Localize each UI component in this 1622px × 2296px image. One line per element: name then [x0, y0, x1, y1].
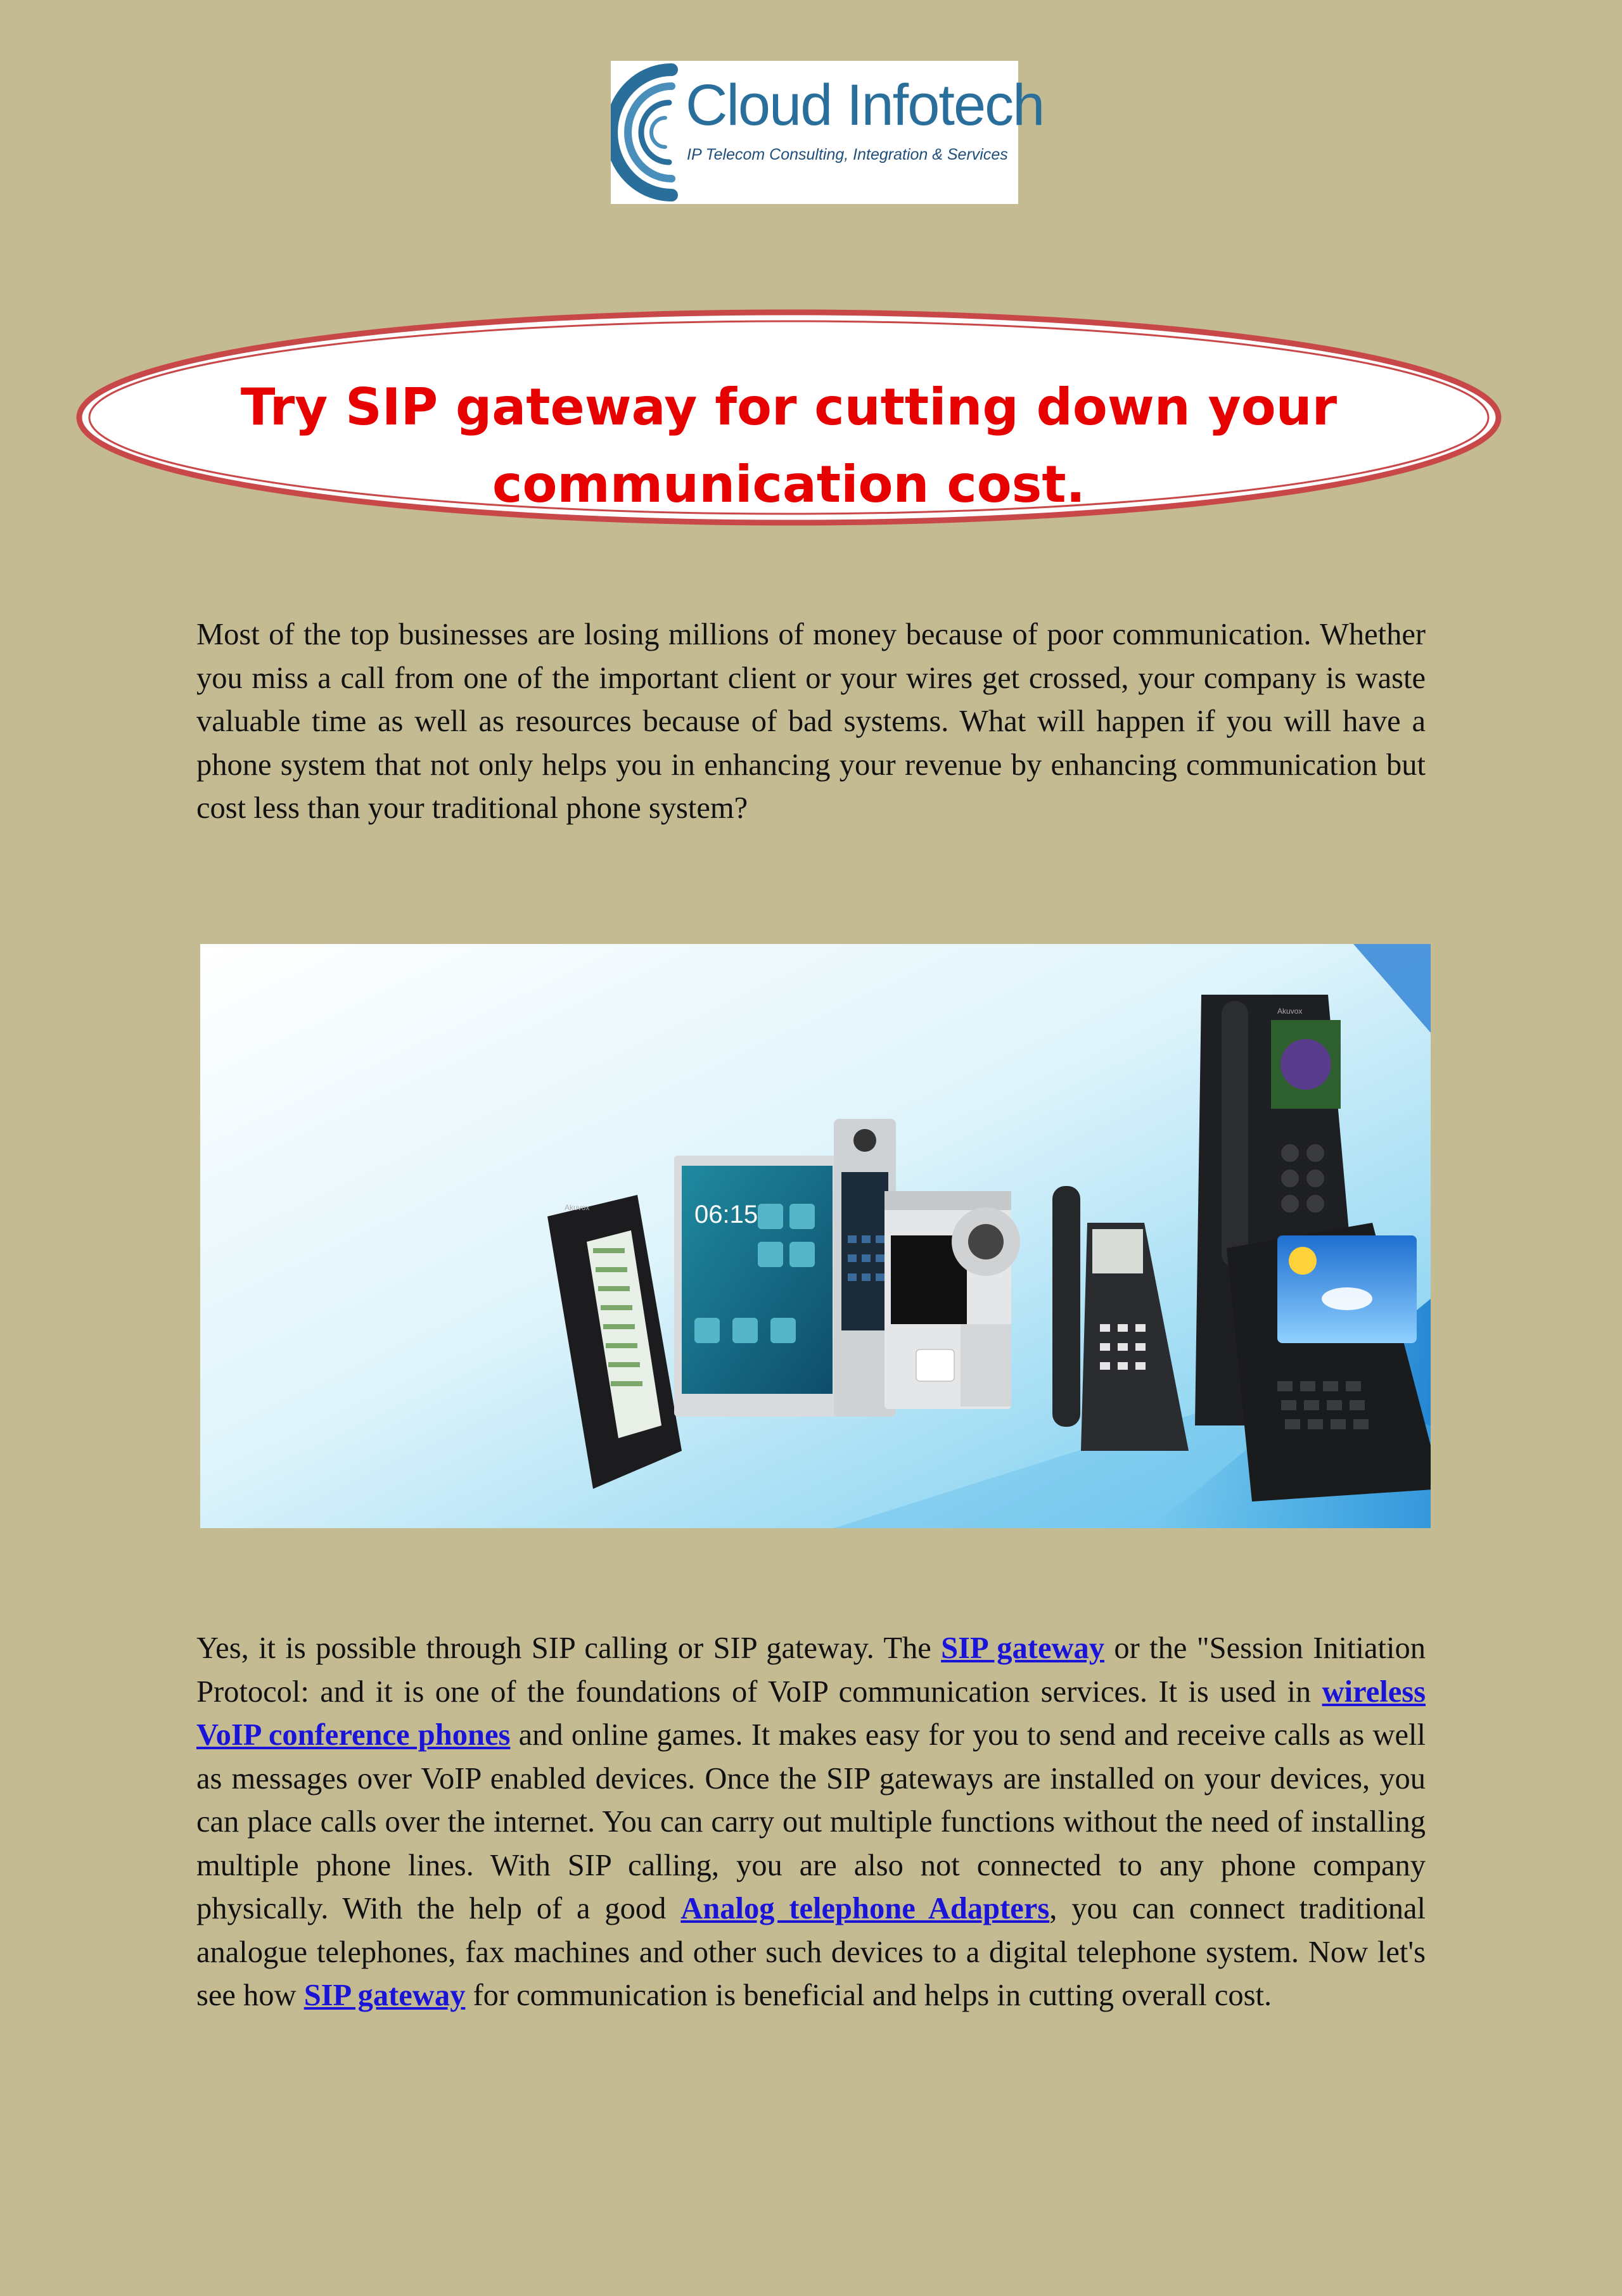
sip-gateway-link-2[interactable]: SIP gateway: [303, 1979, 466, 2012]
video-phone-device: [1227, 1223, 1431, 1502]
page-title-line-1: Try SIP gateway for cutting down your: [240, 378, 1338, 437]
page-title: [76, 369, 1502, 523]
voip-devices-image: [200, 944, 1431, 1528]
analog-telephone-adapters-link[interactable]: Analog telephone Adapters: [680, 1892, 1050, 1925]
svg-text:Akuvox: Akuvox: [1277, 1007, 1303, 1016]
svg-text:06:15: 06:15: [694, 1201, 758, 1228]
svg-text:Akuvox: Akuvox: [565, 1203, 590, 1212]
body-text-segment: or the "Session Initiation Protocol: and it is one of the foundations of VoIP communication services. It is used in: [196, 1631, 1426, 1709]
body-text-segment: for communication is beneficial and helps in cutting overall cost.: [465, 1979, 1272, 2012]
logo-company-name: Cloud Infotech: [686, 73, 1044, 137]
body-paragraph: [196, 1627, 1426, 2018]
indoor-monitor-device: [674, 1156, 840, 1417]
page-title-line-2: communication cost.: [492, 455, 1085, 514]
intercom-panel-device: [884, 1191, 1020, 1409]
wireless-voip-conference-phones-link[interactable]: wireless VoIP conference phones: [196, 1674, 1426, 1752]
voip-devices-illustration: [200, 944, 1431, 1528]
body-text-segment: , you can connect traditional analogue telephones, fax machines and other such devices to a digital telephone system. Now let's see how: [196, 1892, 1426, 2012]
body-text-segment: and online games. It makes easy for you to send and receive calls as well as messages over VoIP enabled devices. Once the SIP gateways are installed on your devices, you can place calls over the internet. You can carry out multiple functions without the need of installing multiple phone lines. With SIP calling, you are also not connected to any phone company physically. With the help of a good: [196, 1718, 1426, 1925]
title-banner: [76, 308, 1502, 527]
body-text-segment: Yes, it is possible through SIP calling or SIP gateway. The: [196, 1631, 942, 1665]
intro-paragraph: Most of the top businesses are losing millions of money because of poor communication. Whether you miss a call from one of the important client or your wires get crossed, your company is waste valuable time as well as resources because of bad systems. What will happen if you will have a phone system that not only helps you in enhancing your revenue by enhancing communication but cost less than your traditional phone system?: [196, 618, 1426, 825]
logo-tagline: IP Telecom Consulting, Integration & Services: [687, 146, 1008, 163]
sip-gateway-link[interactable]: SIP gateway: [941, 1631, 1104, 1665]
company-logo: [611, 61, 1044, 204]
